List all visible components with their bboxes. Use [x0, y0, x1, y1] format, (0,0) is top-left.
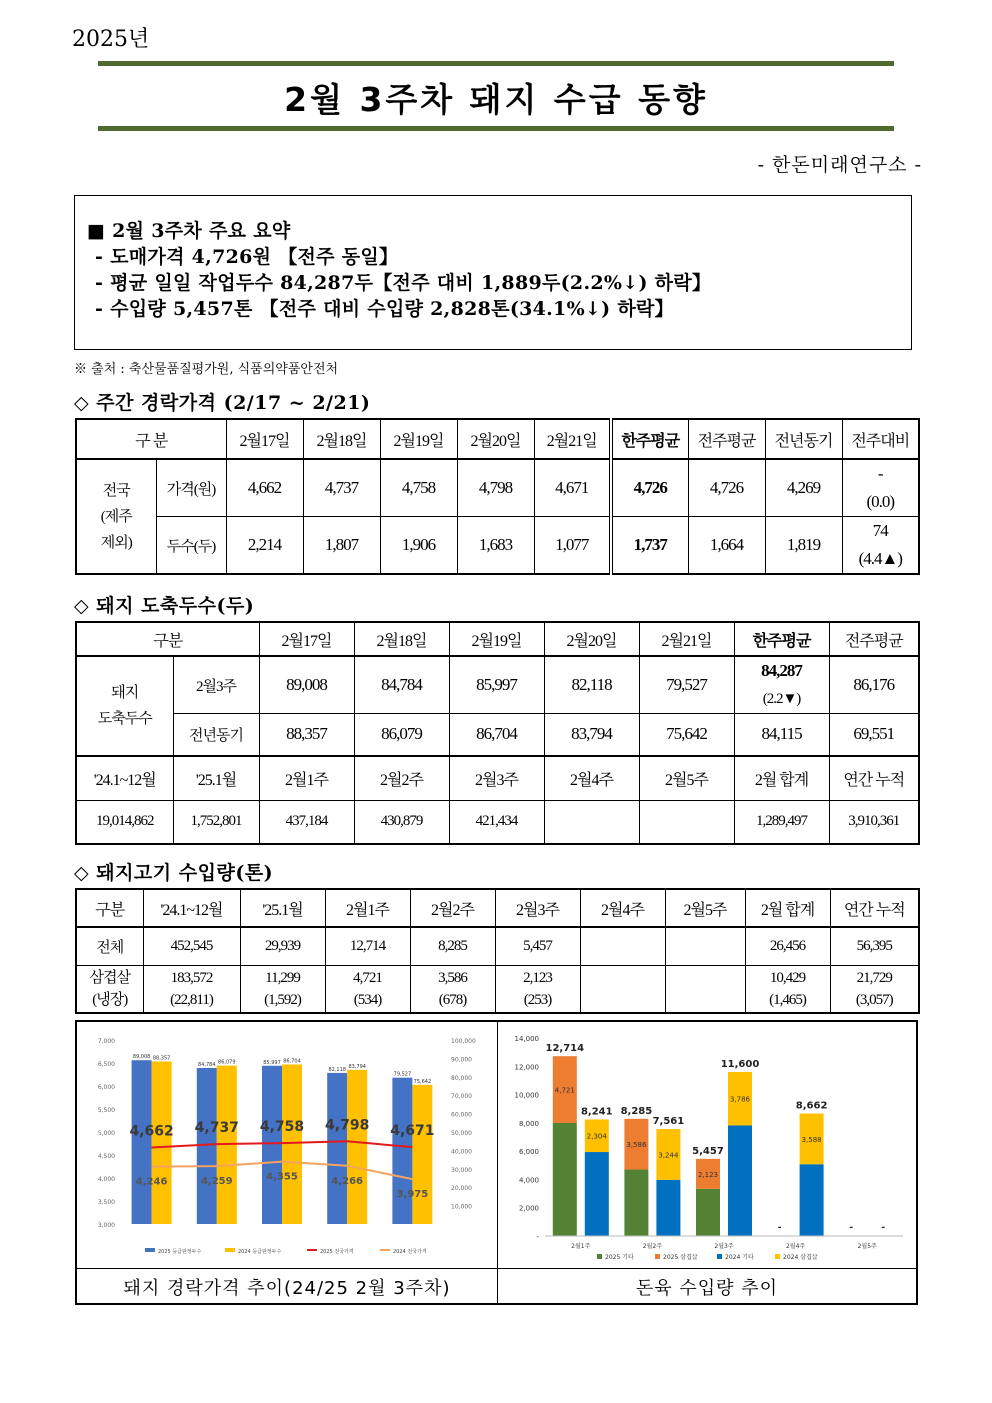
bar-2025-other: [696, 1189, 720, 1236]
cell-value: 3,586: [438, 969, 467, 986]
y-right-tick-label: 100,000: [451, 1038, 476, 1045]
page-title: 2월 3주차 돼지 수급 동향: [284, 80, 708, 119]
y-right-tick-label: 80,000: [451, 1074, 472, 1082]
header-cell: 2월21일: [534, 419, 611, 459]
bar-label: 84,784: [198, 1061, 216, 1068]
cell: 3,910,361: [829, 801, 919, 844]
cell-value: 21,729: [856, 969, 892, 986]
legend-label: 2025 기타: [605, 1254, 634, 1261]
cell: 1,289,497: [734, 801, 829, 844]
bar-label: 85,997: [263, 1059, 281, 1066]
cell: 26,456: [745, 927, 830, 965]
belly-label: 4,721: [554, 1086, 575, 1095]
header-cell: 구분: [76, 889, 143, 927]
avg-change: (2.2▼): [762, 691, 801, 707]
bar-2024-slaughter: [282, 1064, 302, 1224]
header-cell: 2월1주: [325, 889, 410, 927]
legend-label: 2024 전국가격: [393, 1249, 427, 1255]
legend-label: 2024 등급판정두수: [238, 1249, 282, 1255]
legend-label: 2025 삼겹살: [663, 1254, 698, 1261]
x-tick-label: 2월5주: [857, 1243, 877, 1250]
bar-2024-slaughter: [152, 1061, 172, 1224]
header-cell: 2월5주: [665, 889, 745, 927]
cell-sub: (678): [438, 991, 467, 1008]
cell-value: 2,123: [523, 969, 552, 986]
summary-line: - 수입량 5,457톤 【전주 대비 수입량 2,828톤(34.1%↓) 하락】: [95, 298, 674, 320]
row-group-label: [76, 459, 156, 574]
cell: [665, 927, 745, 965]
cell: 12,714: [325, 927, 410, 965]
bar-label: 79,527: [393, 1071, 412, 1078]
bar-2024-other: [800, 1164, 824, 1236]
price-label-2025: 4,798: [325, 1117, 370, 1134]
cell: 82,118: [544, 656, 639, 714]
diff-value: 74: [872, 521, 888, 540]
header-cell: 전주대비: [842, 419, 919, 459]
bar-label: 86,079: [218, 1059, 236, 1066]
cell-sub: (3,057): [855, 991, 893, 1008]
price-label-2025: 4,737: [194, 1120, 239, 1137]
cell: 4,737: [303, 459, 380, 517]
cell: 1,819: [765, 517, 842, 575]
y-tick-label: 14,000: [514, 1035, 539, 1043]
summary-box: [74, 195, 912, 350]
price-chart: [85, 1028, 489, 1264]
cell: 86,079: [354, 714, 449, 756]
row-label: [76, 965, 143, 1013]
y-tick-label: 8,000: [518, 1119, 539, 1128]
import-chart-caption: 돈육 수입량 추이: [635, 1278, 779, 1299]
cell: 19,014,862: [76, 801, 173, 844]
cell: 4,662: [226, 459, 303, 517]
x-tick-label: 2월1주: [571, 1243, 591, 1250]
legend-label: 2024 삼겹살: [783, 1254, 818, 1261]
y-right-tick-label: 30,000: [451, 1166, 472, 1174]
legend-swatch: [145, 1248, 155, 1252]
row-label-line: (냉장): [92, 991, 128, 1008]
charts-box: [75, 1020, 918, 1305]
y-tick-label: 2,000: [518, 1204, 539, 1213]
cell: 4,269: [765, 459, 842, 517]
cell-value: 4,721: [353, 969, 382, 986]
y-left-tick-label: 7,000: [97, 1038, 115, 1045]
bar-2024-other: [585, 1152, 609, 1236]
cell: 452,545: [143, 927, 240, 965]
y-right-tick-label: 90,000: [451, 1056, 472, 1064]
header-cell: 2월4주: [580, 889, 665, 927]
summary-line: - 도매가격 4,726원 【전주 동일】: [95, 246, 399, 268]
cell: 85,997: [449, 656, 544, 714]
cell-sub: (253): [523, 991, 552, 1008]
cell: [830, 965, 919, 1013]
header-cell: 2월20일: [544, 622, 639, 656]
header-cell: '24.1~12월: [143, 889, 240, 927]
cell-sub: (534): [353, 991, 382, 1008]
bar-2025-slaughter: [262, 1066, 282, 1224]
bar-2024-other: [656, 1180, 680, 1236]
price-label-2024: 3,975: [396, 1189, 429, 1201]
header-cell: '25.1월: [173, 756, 259, 801]
group-label-line: 돼지: [111, 684, 139, 701]
year-label: 2025년: [72, 27, 150, 52]
cell-sub: (22,811): [170, 991, 213, 1008]
bar-label: 75,642: [413, 1078, 432, 1085]
section-title-import: ◇ 돼지고기 수입량(톤): [74, 862, 274, 884]
total-label: -: [849, 1223, 854, 1233]
y-left-tick-label: 5,500: [97, 1107, 115, 1114]
cell-sub: (1,592): [264, 991, 301, 1008]
row-label: 전체: [76, 927, 143, 965]
belly-label: 2,304: [586, 1132, 607, 1141]
cell-value: 183,572: [170, 969, 213, 986]
header-cell: 2월19일: [449, 622, 544, 656]
header-cell: 2월17일: [226, 419, 303, 459]
y-tick-label: 12,000: [514, 1063, 539, 1072]
cell: [639, 801, 734, 844]
cell: 86,704: [449, 714, 544, 756]
row-label: 전년동기: [173, 714, 259, 756]
section-title-price: ◇ 주간 경락가격 (2/17 ~ 2/21): [74, 392, 371, 414]
cell: 1,906: [380, 517, 457, 575]
summary-line: ■ 2월 3주차 주요 요약: [87, 220, 291, 242]
belly-label: 3,244: [658, 1151, 679, 1160]
cell: 5,457: [495, 927, 580, 965]
belly-label: 3,786: [729, 1095, 751, 1104]
bar-2024-slaughter: [347, 1070, 367, 1224]
cell: 89,008: [259, 656, 354, 714]
row-label: 두수(두): [156, 517, 226, 575]
cell: 88,357: [259, 714, 354, 756]
cell: [580, 965, 665, 1013]
bar-2025-slaughter: [392, 1078, 412, 1224]
cell: [580, 927, 665, 965]
cell-weekly-avg: [734, 656, 829, 714]
header-cell: 한주평균: [734, 622, 829, 656]
header-cell: 2월 합계: [734, 756, 829, 801]
group-label-line: 도축두수: [97, 710, 152, 727]
header-cell: 2월19일: [380, 419, 457, 459]
price-label-2024: 4,355: [266, 1171, 298, 1183]
cell: 84,784: [354, 656, 449, 714]
slaughter-table: [75, 621, 920, 845]
cell: 79,527: [639, 656, 734, 714]
y-left-tick-label: 4,000: [97, 1176, 115, 1183]
bar-label: 86,704: [283, 1058, 301, 1065]
y-right-tick-label: 10,000: [451, 1203, 472, 1211]
belly-label: 3,588: [801, 1135, 822, 1144]
legend-label: 2024 기타: [725, 1254, 754, 1261]
cell: 437,184: [259, 801, 354, 844]
legend-swatch: [655, 1254, 660, 1259]
cell: 1,752,801: [173, 801, 259, 844]
y-left-tick-label: 6,500: [97, 1061, 115, 1068]
cell: 4,726: [688, 459, 765, 517]
cell: 56,395: [830, 927, 919, 965]
cell: 430,879: [354, 801, 449, 844]
header-cell: 2월 합계: [745, 889, 830, 927]
header-cell: 2월3주: [449, 756, 544, 801]
legend-swatch: [225, 1248, 235, 1252]
cell-diff: [842, 459, 919, 517]
organization: - 한돈미래연구소 -: [757, 154, 922, 176]
cell: [745, 965, 830, 1013]
cell-value: 11,299: [265, 969, 300, 986]
price-label-2025: 4,758: [259, 1119, 305, 1136]
price-label-2025: 4,671: [390, 1123, 435, 1140]
diff-pct: (4.4▲): [858, 549, 902, 568]
header-cell: 구 분: [76, 419, 226, 459]
header-cell: 구분: [76, 622, 259, 656]
caption-rule: [77, 1268, 916, 1269]
y-right-tick-label: 20,000: [451, 1185, 472, 1193]
cell: 2,214: [226, 517, 303, 575]
row-group-label: [76, 656, 173, 756]
group-label-line: 제외): [100, 534, 132, 551]
total-label: 8,241: [580, 1106, 613, 1118]
source-note: ※ 출처 : 축산물품질평가원, 식품의약품안전처: [74, 362, 339, 377]
cell: 8,285: [410, 927, 495, 965]
cell: 86,176: [829, 656, 919, 714]
cell: 84,115: [734, 714, 829, 756]
header-cell: 전년동기: [765, 419, 842, 459]
bar-2024-other: [728, 1125, 752, 1236]
header-cell: 2월3주: [495, 889, 580, 927]
y-left-tick-label: 4,500: [97, 1153, 115, 1160]
import-chart: [505, 1026, 909, 1264]
x-tick-label: 2월4주: [785, 1243, 806, 1250]
legend-swatch: [717, 1254, 722, 1259]
header-cell: 한주평균: [611, 419, 688, 459]
y-left-tick-label: 3,000: [97, 1222, 115, 1229]
cell: 1,683: [457, 517, 534, 575]
legend-label: 2025 등급판정두수: [158, 1249, 202, 1255]
bar-label: 89,008: [132, 1054, 151, 1061]
cell: [325, 965, 410, 1013]
total-label: 11,600: [720, 1058, 760, 1070]
header-cell: 전주평균: [688, 419, 765, 459]
total-label: 8,285: [620, 1105, 653, 1117]
cell: [544, 801, 639, 844]
header-cell: 2월2주: [354, 756, 449, 801]
price-label-2024: 4,246: [135, 1176, 168, 1188]
header-cell: '24.1~12월: [76, 756, 173, 801]
cell: 421,434: [449, 801, 544, 844]
row-label-line: 삼겹살: [89, 969, 130, 986]
belly-label: 3,586: [626, 1141, 647, 1150]
cell: 1,077: [534, 517, 611, 575]
group-label-line: 전국: [102, 482, 130, 499]
y-right-tick-label: 50,000: [451, 1130, 472, 1137]
cell: 29,939: [240, 927, 325, 965]
total-label: 5,457: [692, 1145, 724, 1157]
header-cell: 전주평균: [829, 622, 919, 656]
cell: 69,551: [829, 714, 919, 756]
y-right-tick-label: 60,000: [451, 1111, 472, 1119]
legend-swatch: [775, 1254, 780, 1259]
belly-label: 2,123: [697, 1170, 719, 1179]
cell-diff: [842, 517, 919, 575]
import-table: [75, 888, 920, 1014]
bar-label: 88,357: [152, 1055, 171, 1062]
section-title-slaughter: ◇ 돼지 도축두수(두): [74, 595, 255, 617]
cell: 1,807: [303, 517, 380, 575]
y-tick-label: 6,000: [518, 1148, 539, 1157]
header-cell: 2월5주: [639, 756, 734, 801]
total-label: 8,662: [795, 1100, 828, 1112]
cell-weekly-avg: 4,726: [611, 459, 688, 517]
row-label: 2월3주: [173, 656, 259, 714]
price-table: [75, 418, 920, 575]
price-chart-caption: 돼지 경락가격 추이(24/25 2월 3주차): [123, 1278, 451, 1299]
bar-2025-other: [624, 1170, 648, 1236]
header-cell: 2월20일: [457, 419, 534, 459]
cell-sub: (1,465): [769, 991, 806, 1008]
header-cell: 2월4주: [544, 756, 639, 801]
y-right-tick-label: 40,000: [451, 1148, 472, 1156]
cell: [143, 965, 240, 1013]
y-left-tick-label: 6,000: [97, 1084, 115, 1091]
cell: [665, 965, 745, 1013]
cell: 4,671: [534, 459, 611, 517]
header-cell: 2월18일: [303, 419, 380, 459]
price-label-2024: 4,259: [200, 1176, 233, 1188]
total-label: 7,561: [652, 1116, 685, 1128]
price-label-2025: 4,662: [129, 1123, 174, 1140]
legend-swatch: [597, 1254, 602, 1259]
cell-value: 10,429: [769, 969, 806, 986]
total-label: -: [881, 1223, 886, 1233]
header-cell: 2월2주: [410, 889, 495, 927]
y-tick-label: 10,000: [514, 1091, 539, 1100]
cell: 75,642: [639, 714, 734, 756]
cell: 1,664: [688, 517, 765, 575]
price-label-2024: 4,266: [331, 1175, 364, 1187]
y-left-tick-label: 5,000: [97, 1130, 115, 1137]
header-cell: 연간 누적: [829, 756, 919, 801]
row-label: 가격(원): [156, 459, 226, 517]
diff-pct: (0.0): [866, 492, 895, 511]
avg-value: 84,287: [761, 661, 802, 680]
bar-2024-slaughter: [412, 1085, 432, 1224]
y-right-tick-label: 70,000: [451, 1093, 472, 1101]
header-cell: '25.1월: [240, 889, 325, 927]
legend-label: 2025 전국가격: [320, 1249, 354, 1255]
title-bottom-rule: [98, 126, 894, 131]
cell: [495, 965, 580, 1013]
summary-line: - 평균 일일 작업두수 84,287두【전주 대비 1,889두(2.2%↓) 하락】: [95, 272, 712, 294]
total-label: -: [777, 1223, 782, 1233]
y-left-tick-label: 3,500: [97, 1199, 115, 1206]
cell: 4,798: [457, 459, 534, 517]
header-cell: 연간 누적: [830, 889, 919, 927]
diff-value: -: [877, 464, 883, 483]
title-top-rule: [98, 61, 894, 66]
total-label: 12,714: [545, 1043, 585, 1055]
bar-label: 82,118: [328, 1066, 346, 1073]
cell: 4,758: [380, 459, 457, 517]
cell-weekly-avg: 1,737: [611, 517, 688, 575]
cell: [410, 965, 495, 1013]
header-cell: 2월18일: [354, 622, 449, 656]
group-label-line: (제주: [100, 508, 132, 525]
bar-2025-slaughter: [132, 1060, 152, 1224]
header-cell: 2월1주: [259, 756, 354, 801]
bar-label: 83,794: [348, 1063, 366, 1070]
bar-2025-slaughter: [327, 1073, 347, 1224]
x-tick-label: 2월3주: [714, 1243, 734, 1250]
header-cell: 2월17일: [259, 622, 354, 656]
y-tick-label: 4,000: [518, 1176, 539, 1185]
y-tick-label: -: [536, 1233, 539, 1241]
x-tick-label: 2월2주: [642, 1243, 663, 1250]
cell: 83,794: [544, 714, 639, 756]
charts-divider: [497, 1022, 498, 1305]
bar-2025-other: [553, 1123, 577, 1236]
cell: [240, 965, 325, 1013]
header-cell: 2월21일: [639, 622, 734, 656]
